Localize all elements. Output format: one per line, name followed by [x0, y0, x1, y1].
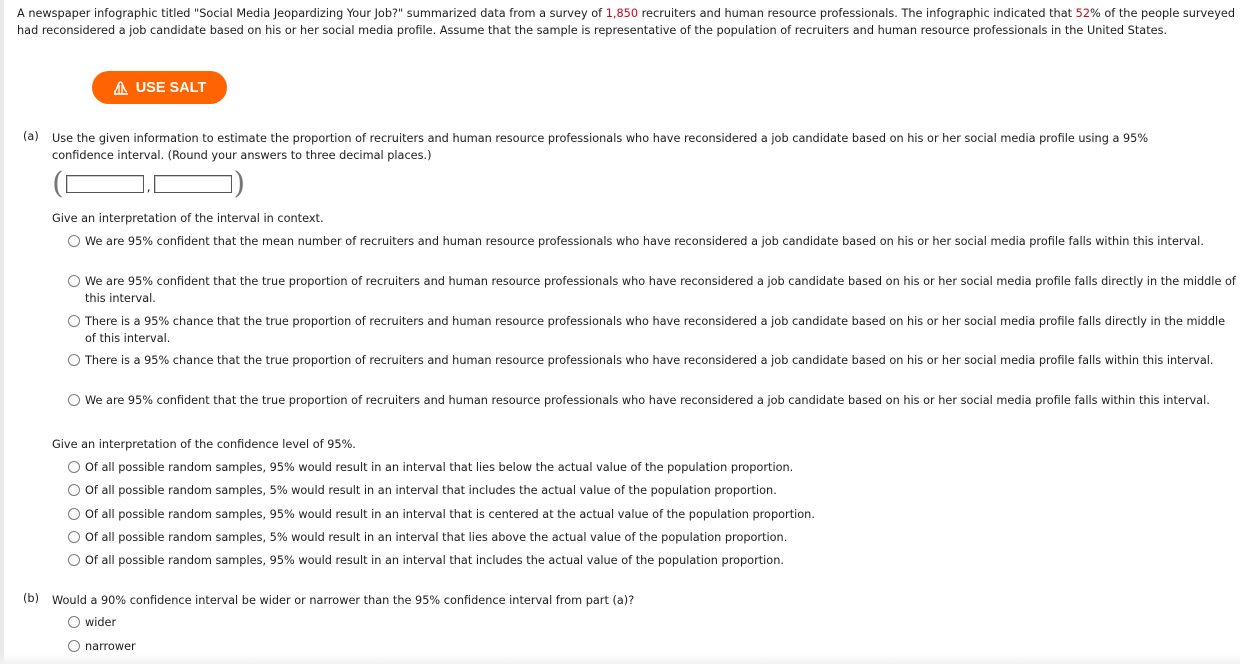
radio-button[interactable] — [68, 484, 80, 496]
radio-button[interactable] — [68, 616, 80, 628]
part-b-label: (b) — [23, 592, 39, 605]
interp-option-4[interactable] — [68, 352, 1228, 369]
interval-interpretation-prompt: Give an interpretation of the interval in context. — [52, 212, 324, 225]
radio-button[interactable] — [68, 554, 80, 566]
radio-button[interactable] — [68, 275, 80, 287]
interp-option-3[interactable] — [68, 313, 1236, 347]
radio-button[interactable] — [68, 508, 80, 520]
option-narrower[interactable] — [68, 638, 136, 655]
level-option-2[interactable] — [68, 482, 777, 499]
level-option-5[interactable] — [68, 552, 784, 569]
option-label: There is a 95% chance that the true proportion of recruiters and human resource professionals who have reconsidered a job candidate based on his or her social media profile falls directly in the middle of this interval. — [85, 315, 1226, 345]
level-option-3[interactable] — [68, 506, 815, 523]
option-label: Of all possible random samples, 95% would result in an interval that is centered at the actual value of the population proportion. — [85, 508, 815, 521]
interval-close-paren: ) — [233, 166, 246, 201]
intro-text-3: % of the people surveyed had reconsidered a job candidate based on his or her social media profile. Assume that the sample is representative of the population of recruiters and human resource professionals in the United States. — [17, 7, 1235, 37]
option-label: wider — [85, 616, 117, 629]
upper-bound-input[interactable] — [154, 175, 232, 193]
left-border — [0, 0, 4, 664]
option-wider[interactable] — [68, 614, 116, 631]
lower-bound-input[interactable] — [66, 175, 144, 193]
option-label: We are 95% confident that the mean number of recruiters and human resource professionals who have reconsidered a job candidate based on his or her social media profile falls within this interval. — [85, 235, 1204, 248]
part-a-question: Use the given information to estimate the proportion of recruiters and human resource professionals who have reconsidered a job candidate based on his or her social media profile using a 95% confidence interval. (Round your answers to three decimal places.) — [52, 132, 1149, 162]
radio-button[interactable] — [68, 315, 80, 327]
option-label: Of all possible random samples, 95% would result in an interval that lies below the actual value of the population proportion. — [85, 461, 794, 474]
confidence-interval-input — [52, 166, 246, 201]
interp-option-2[interactable] — [68, 273, 1236, 307]
option-label: We are 95% confident that the true proportion of recruiters and human resource professionals who have reconsidered a job candidate based on his or her social media profile falls directly in the middle of this interval. — [85, 275, 1236, 305]
salt-chart-icon — [113, 80, 129, 95]
radio-button[interactable] — [68, 640, 80, 652]
problem-intro — [17, 5, 1235, 39]
percent-value: 52 — [1075, 7, 1091, 20]
option-label: Of all possible random samples, 95% would result in an interval that includes the actual value of the population proportion. — [85, 554, 784, 567]
use-salt-label: USE SALT — [135, 79, 207, 96]
option-label: Of all possible random samples, 5% would result in an interval that lies above the actual value of the population proportion. — [85, 531, 788, 544]
use-salt-button[interactable] — [92, 71, 227, 104]
interval-open-paren: ( — [52, 166, 64, 201]
interval-comma: , — [146, 180, 151, 194]
bottom-scroll-fade — [0, 654, 1240, 664]
option-label: narrower — [85, 640, 136, 653]
part-b-question: Would a 90% confidence interval be wider or narrower than the 95% confidence interval from part (a)? — [52, 594, 635, 607]
interp-option-1[interactable] — [68, 233, 1228, 250]
level-option-1[interactable] — [68, 459, 793, 476]
radio-button[interactable] — [68, 235, 80, 247]
sample-size-value: 1,850 — [605, 7, 639, 20]
intro-text-1: A newspaper infographic titled "Social Media Jeopardizing Your Job?" summarized data from a survey of — [17, 7, 606, 20]
radio-button[interactable] — [68, 461, 80, 473]
radio-button[interactable] — [68, 531, 80, 543]
radio-button[interactable] — [68, 394, 80, 406]
part-a-label: (a) — [23, 130, 39, 143]
radio-button[interactable] — [68, 354, 80, 366]
option-label: There is a 95% chance that the true proportion of recruiters and human resource professionals who have reconsidered a job candidate based on his or her social media profile falls within this interval. — [85, 354, 1214, 367]
option-label: Of all possible random samples, 5% would result in an interval that includes the actual value of the population proportion. — [85, 484, 777, 497]
option-label: We are 95% confident that the true proportion of recruiters and human resource professionals who have reconsidered a job candidate based on his or her social media profile falls within this interval. — [85, 394, 1210, 407]
level-option-4[interactable] — [68, 529, 787, 546]
intro-text-2: recruiters and human resource professionals. The infographic indicated that — [638, 7, 1076, 20]
interp-option-5[interactable] — [68, 392, 1228, 409]
confidence-level-prompt: Give an interpretation of the confidence level of 95%. — [52, 438, 356, 451]
